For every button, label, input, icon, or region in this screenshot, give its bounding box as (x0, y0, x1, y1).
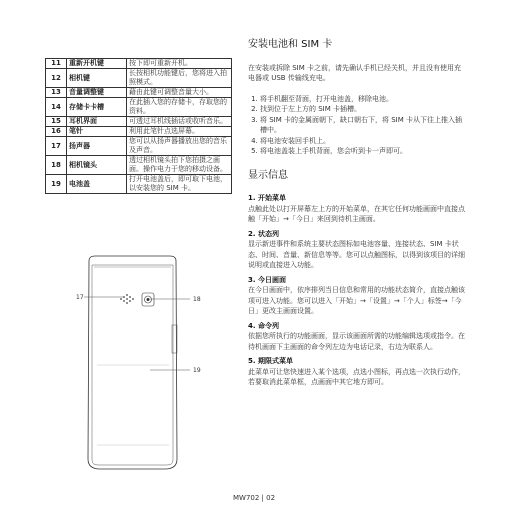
callout-19: 19 (193, 367, 201, 374)
battery-sim-intro: 在安装或拆除 SIM 卡之前，请先确认手机已经关机，并且没有使用充电器或 USB 传输线充电。 (248, 63, 461, 82)
section-start-menu (248, 193, 465, 225)
section-title: 5. 期限式菜单 (248, 357, 293, 365)
key-number: 16 (46, 127, 67, 137)
step-item: 4. 将电池安装回手机上。 (260, 136, 465, 147)
key-number: 15 (46, 117, 67, 127)
key-name: 相机键 (67, 69, 127, 88)
section-title: 3. 今日画面 (248, 275, 286, 284)
page-footer: MW702 | 02 (233, 494, 276, 502)
callout-18: 18 (193, 296, 201, 303)
key-description: 长按相机功能键后，您将进入拍照模式。 (127, 69, 232, 88)
step-item: 5. 将电池盖装上手机背面，您会听到卡一声即可。 (260, 146, 465, 157)
section-title: 2. 状态列 (248, 229, 279, 238)
key-number: 19 (46, 175, 67, 194)
section-body: 点触此处以打开屏幕左上方的开始菜单，在其它任何功能画面中直接点触「开始」→「今日」来回到待机主画面。 (248, 204, 465, 223)
section-title: 1. 开始菜单 (248, 194, 286, 202)
key-name: 相机镜头 (67, 156, 127, 175)
key-name: 电池盖 (67, 175, 127, 194)
step-item: 2. 找到位于左上方的 SIM 卡插槽。 (260, 104, 465, 115)
key-description: 按下即可重新开机。 (127, 59, 232, 69)
key-name: 音量调整键 (67, 88, 127, 98)
key-number: 17 (46, 137, 67, 156)
key-name: 笔针 (67, 127, 127, 137)
key-description: 您可以从扬声器播放出您的音乐及声音。 (127, 137, 232, 156)
key-name: 重新开机键 (67, 59, 127, 69)
key-number: 14 (46, 98, 67, 117)
right-column (248, 40, 465, 392)
key-number: 18 (46, 156, 67, 175)
display-info-heading: 显示信息 (248, 169, 288, 181)
key-name: 存储卡卡槽 (67, 98, 127, 117)
section-command-bar (248, 321, 465, 353)
step-item: 3. 将 SIM 卡的金属面朝下，缺口朝右下，将 SIM 卡从下往上推入插槽中。 (260, 115, 465, 136)
section-body: 此菜单可让您快速进入某个选项，点选小图标，再点选一次执行动作，若要取消此菜单框，点画面中其它地方即可。 (248, 367, 465, 386)
callout-17: 17 (76, 294, 84, 301)
key-name: 扬声器 (67, 137, 127, 156)
key-number: 13 (46, 88, 67, 98)
section-body: 在今日画面中，依序排列当日信息和常用的功能状态简介，直接点触该项可进入功能。您可以进入「开始」→「设置」→「个人」标签→「今日」更改主画面设置。 (248, 286, 465, 315)
section-title: 4. 命令列 (248, 321, 279, 330)
key-description: 可透过耳机线插话或收听音乐。 (127, 117, 232, 127)
key-description: 在此插入您的存储卡，存取您的资料。 (127, 98, 232, 117)
section-body: 依据您所执行的功能画面，显示该画面所需的功能编辑选项或指令。在待机画面下主画面的命令列左边为电话记录，右边为联系人。 (248, 332, 465, 351)
key-description: 利用此笔针点选屏幕。 (127, 127, 232, 137)
key-description: 打开电池盖后，即可取下电池，以安装您的 SIM 卡。 (127, 175, 232, 194)
section-today-screen (248, 275, 465, 317)
key-name: 耳机界面 (67, 117, 127, 127)
key-number: 11 (46, 59, 67, 69)
install-steps (248, 94, 465, 157)
section-body: 显示新进事件和系统主要状态图标如电池容量、连接状态、SIM 卡状态、时间、音量、新信息等等。您可以点触图标，以得到该项目的详细说明或直接进入功能。 (248, 240, 465, 269)
step-item: 1. 将手机翻至背面，打开电池盖，移除电池。 (260, 94, 465, 105)
section-popup-menu (248, 356, 465, 388)
section-status-bar (248, 229, 465, 271)
key-number: 12 (46, 69, 67, 88)
key-description: 透过相机镜头拍下您拍摄之画面。操作电力于您的移动设备。 (127, 156, 232, 175)
key-description: 藉由此键可调整音量大小。 (127, 88, 232, 98)
battery-sim-heading: 安装电池和 SIM 卡 (248, 39, 333, 50)
